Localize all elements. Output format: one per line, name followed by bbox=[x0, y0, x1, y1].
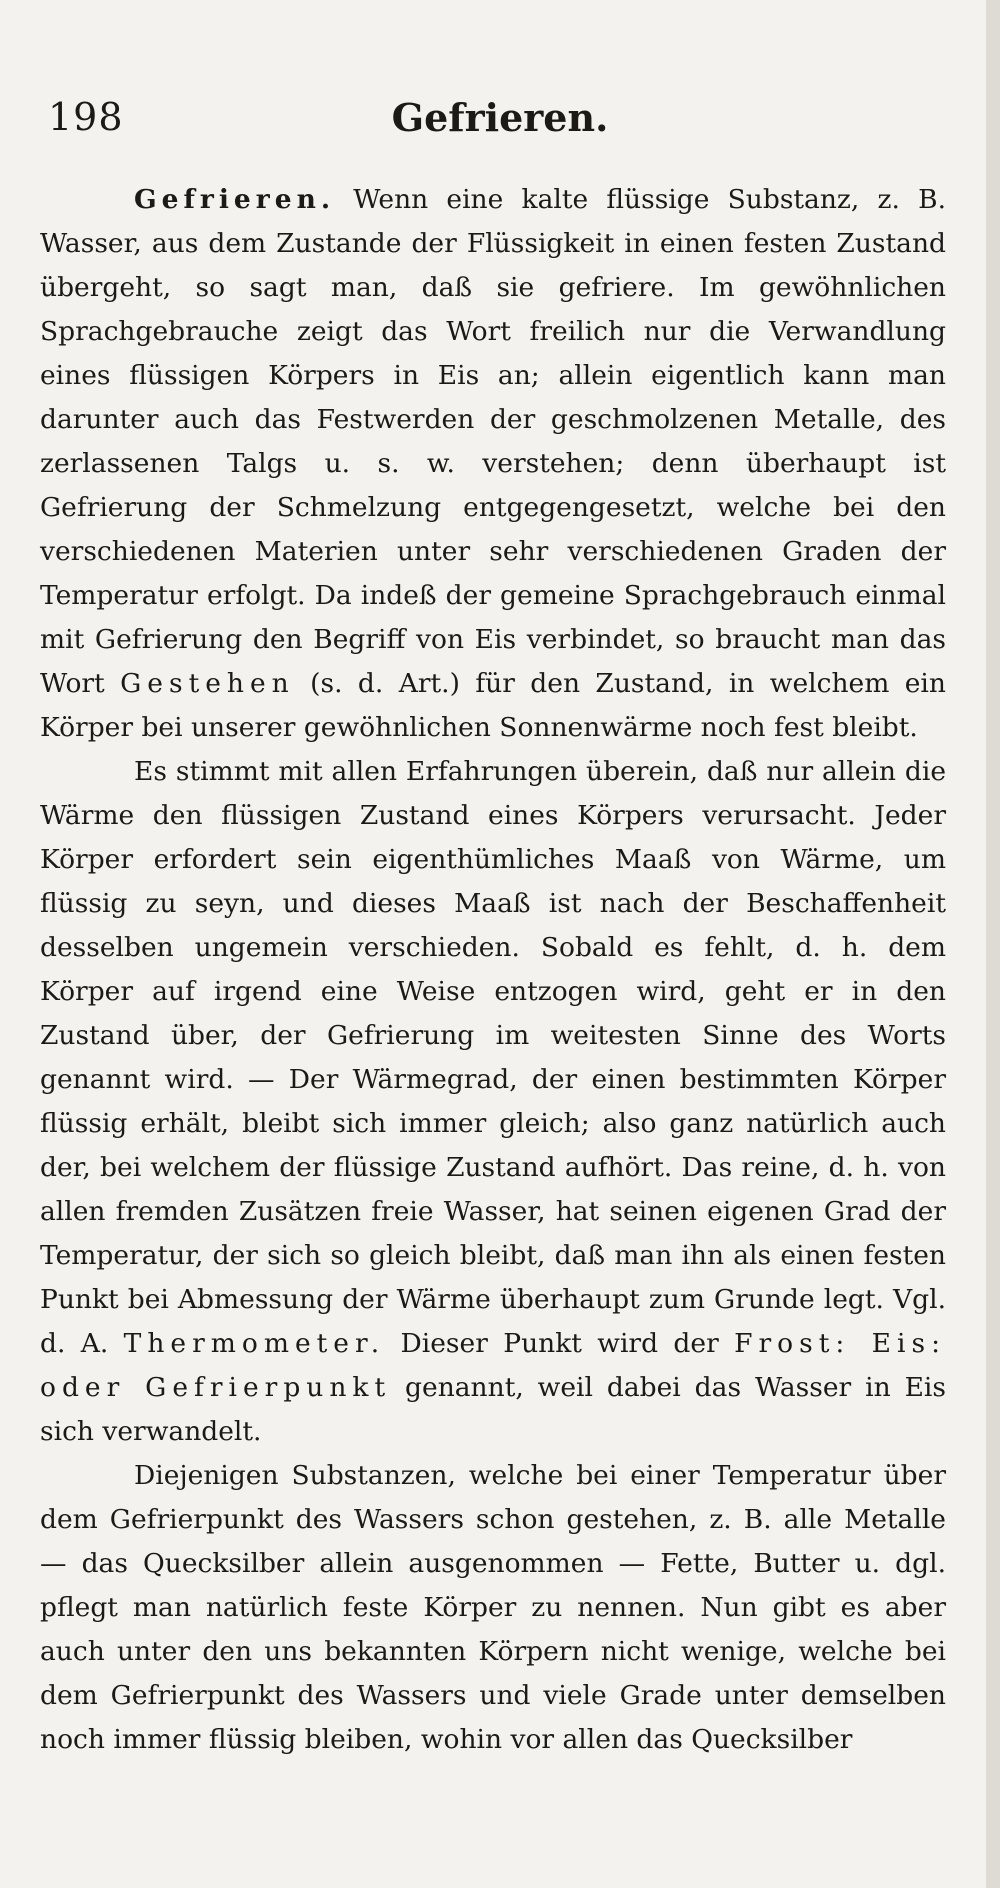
paragraph-3 bbox=[40, 1454, 946, 1762]
spaced-term: Gestehen bbox=[120, 668, 295, 699]
paragraph-2-text-after: genannt, weil dabei das Wasser in Eis sich verwandelt. bbox=[40, 1372, 946, 1447]
running-head: Gefrieren. bbox=[391, 95, 609, 140]
paragraph-1-text: Wenn eine kalte flüssige Substanz, z. B. Wasser, aus dem Zustande der Flüssigkeit in einen festen Zustand übergeht, so sagt man, daß sie gefriere. Im gewöhnlichen Sprachgebrauche zeigt das Wort freilich nur die Verwandlung eines flüssigen Körpers in Eis an; allein eigentlich kann man darunter auch das Festwerden der geschmolzenen Metalle, des zerlassenen Talgs u. s. w. verstehen; denn überhaupt ist Gefrierung der Schmelzung entgegengesetzt, welche bei den verschiedenen Materien unter sehr verschiedenen Graden der Temperatur erfolgt. Da indeß der gemeine Sprachgebrauch einmal mit Gefrierung den Begriff von Eis verbindet, so braucht man das Wort bbox=[40, 184, 946, 699]
spaced-term: Frost: Eis: oder Gefrierpunkt bbox=[40, 1328, 947, 1403]
paragraph-1 bbox=[40, 178, 946, 750]
page-number: 198 bbox=[48, 95, 124, 139]
paragraph-1-text-after: (s. d. Art.) für den Zustand, in welchem ein Körper bei unserer gewöhnlichen Sonnenwärme noch fest bleibt. bbox=[40, 668, 946, 743]
page-edge-shadow bbox=[986, 0, 1000, 1888]
paragraph-2 bbox=[40, 750, 946, 1454]
lemma-heading: Gefrieren. bbox=[134, 184, 336, 215]
paragraph-2-text-mid: Dieser Punkt wird der bbox=[385, 1328, 735, 1359]
body-text bbox=[40, 178, 946, 1762]
paragraph-2-text: Es stimmt mit allen Erfahrungen überein, daß nur allein die Wärme den flüssigen Zustand eines Körpers verursacht. Jeder Körper erfordert sein eigenthümliches Maaß von Wärme, um flüssig zu seyn, und dieses Maaß ist nach der Beschaffenheit desselben ungemein verschieden. Sobald es fehlt, d. h. dem Körper auf irgend eine Weise entzogen wird, geht er in den Zustand über, der Gefrierung im weitesten Sinne des Worts genannt wird. — Der Wärmegrad, der einen bestimmten Körper flüssig erhält, bleibt sich immer gleich; also ganz natürlich auch der, bei welchem der flüssige Zustand aufhört. Das reine, d. h. von allen fremden Zusätzen freie Wasser, hat seinen eigenen Grad der Temperatur, der sich so gleich bleibt, daß man ihn als einen festen Punkt bei Abmessung der Wärme überhaupt zum Grunde legt. Vgl. d. A. bbox=[40, 756, 946, 1359]
spaced-term: Thermometer. bbox=[123, 1328, 386, 1359]
paragraph-3-text: Diejenigen Substanzen, welche bei einer Temperatur über dem Gefrierpunkt des Wassers schon gestehen, z. B. alle Metalle — das Quecksilber allein ausgenommen — Fette, Butter u. dgl. pflegt man natürlich feste Körper zu nennen. Nun gibt es aber auch unter den uns bekannten Körpern nicht wenige, welche bei dem Gefrierpunkt des Wassers und viele Grade unter demselben noch immer flüssig bleiben, wohin vor allen das Quecksilber bbox=[40, 1460, 946, 1755]
page-header bbox=[40, 95, 960, 145]
